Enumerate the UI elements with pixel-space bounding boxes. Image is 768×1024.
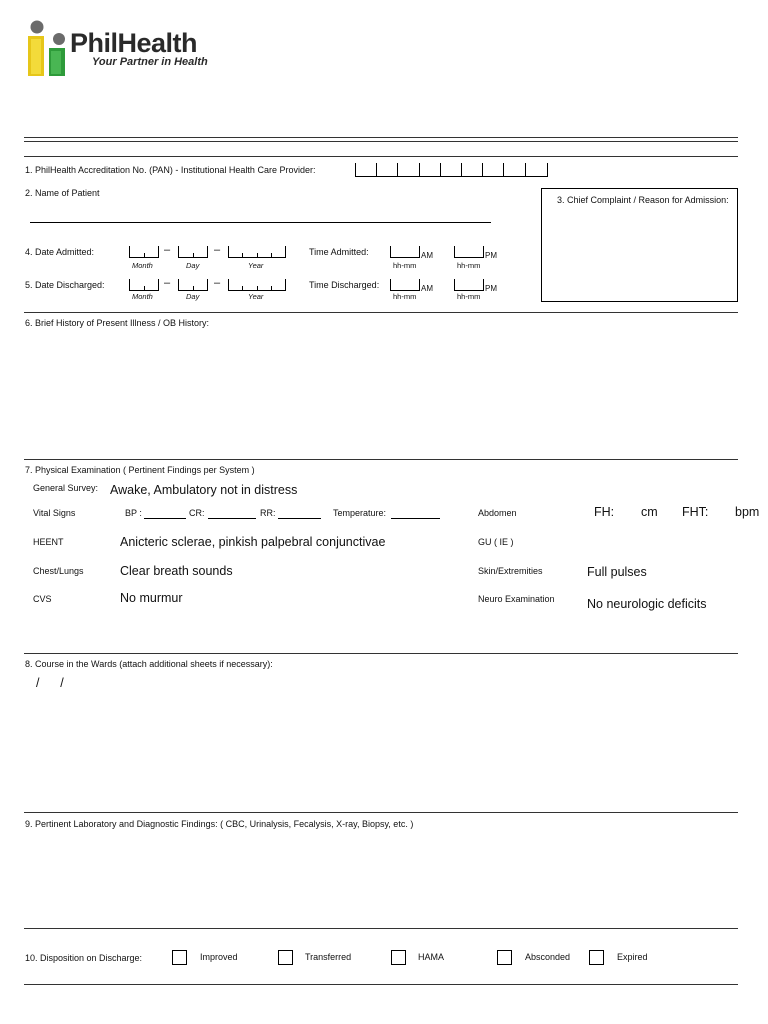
- month-caption: Month: [132, 292, 153, 301]
- heent-label: HEENT: [33, 537, 64, 547]
- disposition-label: 10. Disposition on Discharge:: [25, 953, 143, 963]
- time-discharged-label: Time Discharged:: [309, 280, 380, 290]
- admit-time-pm-field[interactable]: [454, 246, 484, 258]
- pan-label: 1. PhilHealth Accreditation No. (PAN) - Institutional Health Care Provider:: [25, 165, 316, 175]
- transferred-label: Transferred: [305, 952, 352, 962]
- brand-name: PhilHealth: [70, 28, 198, 58]
- fht-label: FHT:: [682, 505, 709, 519]
- neuro-label: Neuro Examination: [478, 594, 555, 604]
- dash: –: [214, 277, 221, 289]
- month-caption: Month: [132, 261, 153, 270]
- gu-label: GU ( IE ): [478, 537, 514, 547]
- temperature-field[interactable]: [391, 508, 440, 519]
- am-label: AM: [421, 251, 433, 260]
- absconded-label: Absconded: [525, 952, 571, 962]
- dash: –: [164, 244, 171, 256]
- admit-month-field[interactable]: [129, 246, 159, 258]
- section-rule: [24, 156, 738, 157]
- absconded-checkbox[interactable]: [497, 950, 512, 965]
- discharge-time-am-field[interactable]: [390, 279, 420, 291]
- transferred-checkbox[interactable]: [278, 950, 293, 965]
- discharge-time-pm-field[interactable]: [454, 279, 484, 291]
- date-discharged-label: 5. Date Discharged:: [25, 280, 105, 290]
- vital-signs-label: Vital Signs: [33, 508, 76, 518]
- section-rule: [24, 459, 738, 460]
- skin-extremities-label: Skin/Extremities: [478, 566, 543, 576]
- day-caption: Day: [186, 292, 200, 301]
- year-caption: Year: [248, 292, 264, 301]
- chest-lungs-value: Clear breath sounds: [120, 564, 233, 578]
- section-rule: [24, 653, 738, 654]
- dash: –: [214, 244, 221, 256]
- pan-input[interactable]: [355, 163, 548, 177]
- improved-checkbox[interactable]: [172, 950, 187, 965]
- philhealth-logo-icon: [26, 20, 68, 78]
- admit-year-field[interactable]: [228, 246, 286, 258]
- top-rule: [24, 137, 738, 138]
- pm-label: PM: [485, 284, 497, 293]
- bp-field[interactable]: [144, 508, 186, 519]
- course-date-stub[interactable]: / /: [36, 676, 64, 690]
- bottom-rule: [24, 984, 738, 985]
- fh-label: FH:: [594, 505, 615, 519]
- general-survey-value: Awake, Ambulatory not in distress: [110, 483, 298, 497]
- improved-label: Improved: [200, 952, 238, 962]
- rr-field[interactable]: [278, 508, 321, 519]
- admit-day-field[interactable]: [178, 246, 208, 258]
- general-survey-label: General Survey:: [33, 483, 99, 493]
- chest-lungs-label: Chest/Lungs: [33, 566, 84, 576]
- top-rule-2: [24, 141, 738, 142]
- hama-checkbox[interactable]: [391, 950, 406, 965]
- dash: –: [164, 277, 171, 289]
- cvs-label: CVS: [33, 594, 52, 604]
- expired-label: Expired: [617, 952, 648, 962]
- cm-label: cm: [641, 505, 658, 519]
- date-admitted-label: 4. Date Admitted:: [25, 247, 95, 257]
- pm-label: PM: [485, 251, 497, 260]
- skin-extremities-value: Full pulses: [587, 565, 647, 579]
- course-label: 8. Course in the Wards (attach additional sheets if necessary):: [25, 659, 273, 669]
- abdomen-label: Abdomen: [478, 508, 517, 518]
- temperature-label: Temperature:: [333, 508, 387, 518]
- patient-name-field[interactable]: [30, 212, 491, 223]
- hhmm-caption: hh-mm: [393, 292, 417, 301]
- history-label: 6. Brief History of Present Illness / OB History:: [25, 318, 210, 328]
- section-rule: [24, 928, 738, 929]
- admit-time-am-field[interactable]: [390, 246, 420, 258]
- discharge-year-field[interactable]: [228, 279, 286, 291]
- neuro-value: No neurologic deficits: [587, 597, 707, 611]
- day-caption: Day: [186, 261, 200, 270]
- section-rule: [24, 312, 738, 313]
- chief-complaint-label: 3. Chief Complaint / Reason for Admission:: [557, 195, 729, 205]
- patient-name-label: 2. Name of Patient: [25, 188, 100, 198]
- discharge-month-field[interactable]: [129, 279, 159, 291]
- physical-exam-label: 7. Physical Examination ( Pertinent Findings per System ): [25, 465, 255, 475]
- year-caption: Year: [248, 261, 264, 270]
- chief-complaint-field[interactable]: [541, 188, 738, 302]
- bpm-label: bpm: [735, 505, 760, 519]
- labs-label: 9. Pertinent Laboratory and Diagnostic Findings: ( CBC, Urinalysis, Fecalysis, X-ray, Biopsy, etc. ): [25, 819, 414, 829]
- hhmm-caption: hh-mm: [457, 292, 481, 301]
- discharge-day-field[interactable]: [178, 279, 208, 291]
- rr-label: RR:: [260, 508, 276, 518]
- bp-label: BP :: [125, 508, 142, 518]
- section-rule: [24, 812, 738, 813]
- cr-field[interactable]: [208, 508, 256, 519]
- heent-value: Anicteric sclerae, pinkish palpebral conjunctivae: [120, 535, 386, 549]
- am-label: AM: [421, 284, 433, 293]
- hama-label: HAMA: [418, 952, 445, 962]
- cvs-value: No murmur: [120, 591, 183, 605]
- time-admitted-label: Time Admitted:: [309, 247, 369, 257]
- hhmm-caption: hh-mm: [457, 261, 481, 270]
- expired-checkbox[interactable]: [589, 950, 604, 965]
- cr-label: CR:: [189, 508, 205, 518]
- hhmm-caption: hh-mm: [393, 261, 417, 270]
- brand-tagline: Your Partner in Health: [92, 56, 208, 68]
